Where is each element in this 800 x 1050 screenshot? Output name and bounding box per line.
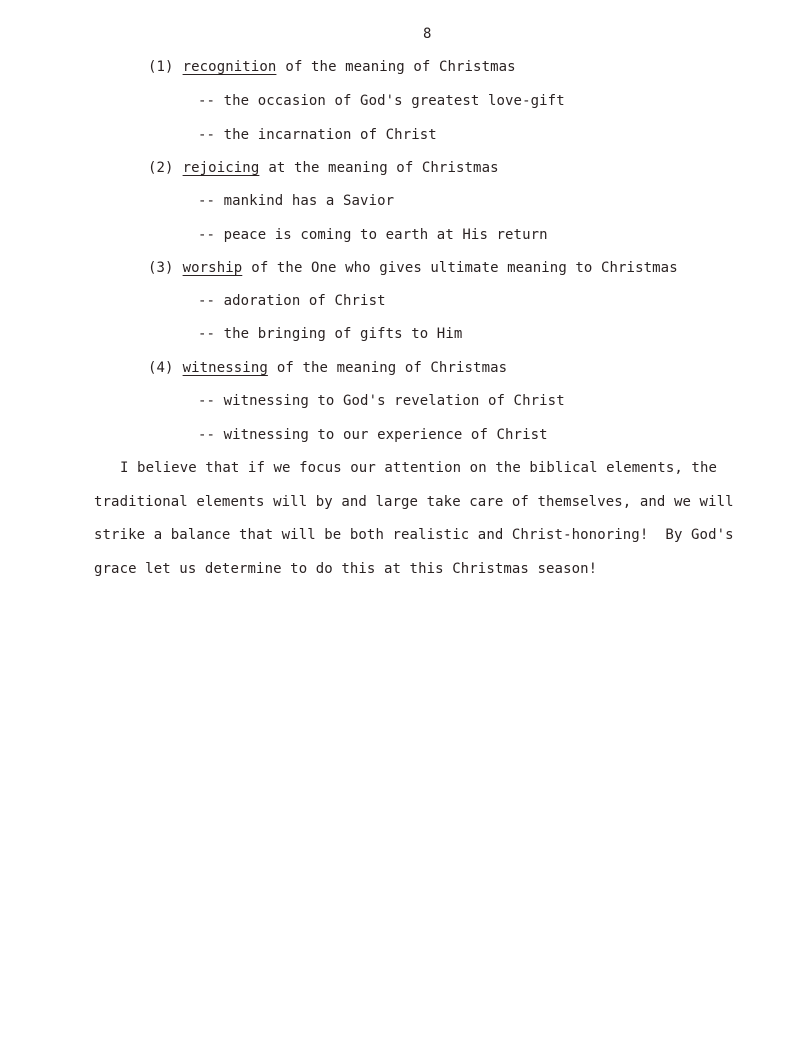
subpoint: -- the incarnation of Christ bbox=[198, 127, 437, 143]
item-keyword: recognition bbox=[182, 59, 277, 75]
paragraph-line: traditional elements will by and large take care of themselves, and we will bbox=[94, 494, 734, 510]
paragraph-line: strike a balance that will be both realistic and Christ-honoring! By God's bbox=[94, 527, 734, 543]
subpoint: -- peace is coming to earth at His return bbox=[198, 227, 548, 243]
item-text: of the meaning of Christmas bbox=[276, 360, 508, 376]
paragraph-line: grace let us determine to do this at this Christmas season! bbox=[94, 561, 598, 577]
list-item-witnessing bbox=[148, 359, 507, 377]
item-text: at the meaning of Christmas bbox=[268, 160, 499, 176]
item-number: (1) bbox=[148, 59, 174, 75]
item-keyword: witnessing bbox=[182, 360, 268, 376]
subpoint: -- adoration of Christ bbox=[198, 293, 386, 309]
subpoint: -- witnessing to our experience of Christ bbox=[198, 427, 548, 443]
item-text: of the One who gives ultimate meaning to Christmas bbox=[251, 260, 678, 276]
page-number: 8 bbox=[423, 26, 432, 42]
list-item-rejoicing bbox=[148, 159, 499, 177]
item-text: of the meaning of Christmas bbox=[285, 59, 516, 75]
list-item-recognition bbox=[148, 58, 516, 76]
item-number: (3) bbox=[148, 260, 174, 276]
subpoint: -- the occasion of God's greatest love-gift bbox=[198, 93, 565, 109]
subpoint: -- witnessing to God's revelation of Christ bbox=[198, 393, 565, 409]
item-keyword: worship bbox=[182, 260, 243, 276]
item-keyword: rejoicing bbox=[182, 160, 260, 176]
list-item-worship bbox=[148, 259, 678, 277]
subpoint: -- mankind has a Savior bbox=[198, 193, 395, 209]
item-number: (2) bbox=[148, 160, 174, 176]
subpoint: -- the bringing of gifts to Him bbox=[198, 326, 463, 342]
item-number: (4) bbox=[148, 360, 174, 376]
paragraph-line: I believe that if we focus our attention on the biblical elements, the bbox=[120, 460, 718, 476]
